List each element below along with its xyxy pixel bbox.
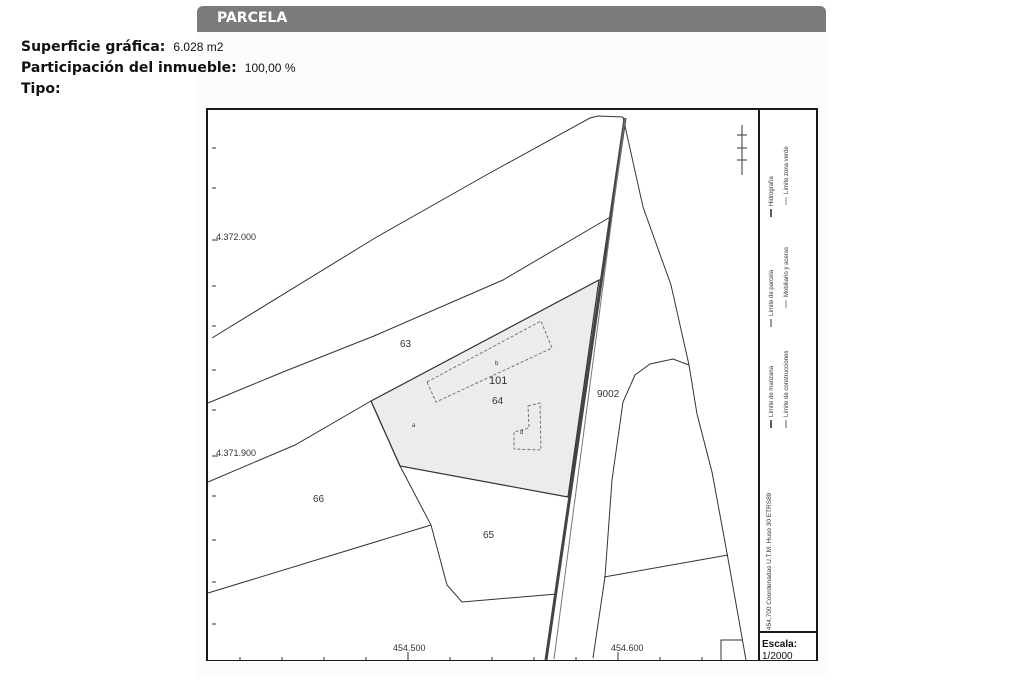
legend-limite-parcela: Límite de parcela — [769, 269, 775, 316]
legend-limite-zona-verde: Límite zona verde — [784, 146, 790, 194]
superficie-row — [21, 39, 223, 55]
parcel-label-66: 66 — [313, 494, 325, 505]
legend-mobiliario: Mobiliario y aceras — [784, 246, 790, 297]
legend-limite-construcciones: Límite de construcciones — [784, 350, 790, 417]
escala-value: 1/2000 — [762, 651, 793, 661]
parcel-label-64: 64 — [492, 396, 504, 407]
parcela-header — [197, 6, 826, 32]
parcel-label-9002: 9002 — [597, 389, 620, 400]
participacion-value: 100,00 % — [244, 61, 296, 75]
coord-y-bottom: 4.371.900 — [216, 448, 257, 458]
coord-x-right: 454.600 — [611, 643, 644, 653]
construction-label-d: d — [520, 430, 524, 436]
parcela-title: PARCELA — [217, 10, 288, 26]
coord-x-left: 454.500 — [393, 643, 426, 653]
participacion-row — [21, 60, 296, 76]
construction-label-b: b — [495, 361, 499, 367]
legend-limite-manzana: Límite de manzana — [769, 365, 775, 417]
legend-coordenadas: 454,700 Coordenadas U.T.M. Huso 30 ETRS89 — [766, 492, 773, 630]
cadastral-map — [206, 108, 818, 661]
escala-label: Escala: — [762, 639, 798, 650]
superficie-label: Superficie gráfica: — [21, 39, 166, 55]
legend-hidrografia: Hidrografía — [769, 176, 775, 206]
parcel-label-101: 101 — [489, 375, 508, 387]
parcel-label-65: 65 — [483, 530, 495, 541]
coord-y-top: 4.372.000 — [216, 232, 257, 242]
tipo-row — [21, 81, 69, 97]
tipo-label: Tipo: — [21, 81, 61, 97]
construction-label-a: a — [412, 423, 416, 429]
parcel-label-63: 63 — [400, 339, 412, 350]
participacion-label: Participación del inmueble: — [21, 60, 237, 76]
superficie-value: 6.028 m2 — [173, 40, 224, 54]
